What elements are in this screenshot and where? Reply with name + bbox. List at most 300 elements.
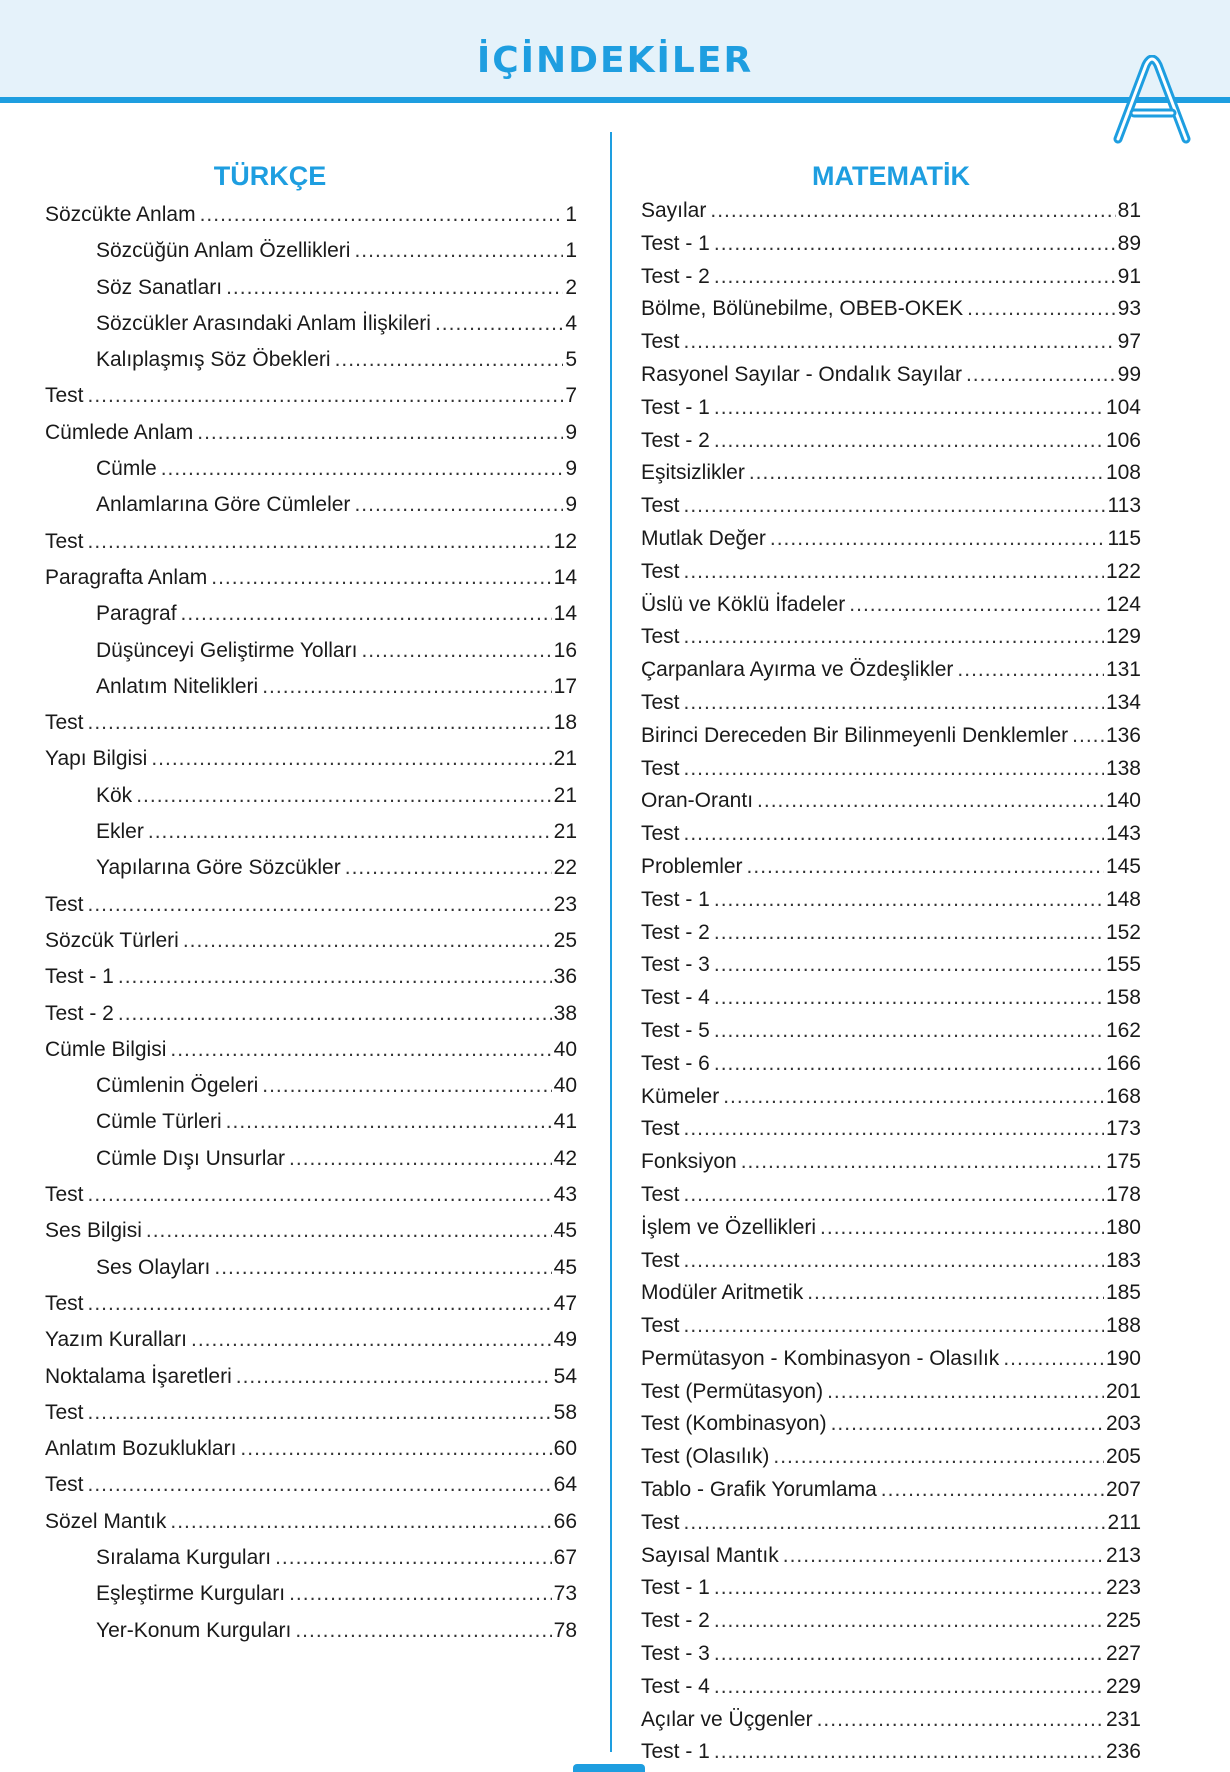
toc-entry[interactable] [641,196,1141,229]
toc-dot-leader [354,236,563,266]
toc-entry[interactable] [641,819,1141,852]
toc-entry[interactable] [641,1672,1141,1705]
toc-dot-leader [807,1278,1104,1308]
toc-entry[interactable] [641,1606,1141,1639]
toc-entry[interactable] [641,1049,1141,1082]
toc-entry-page: 188 [1105,1314,1141,1338]
toc-entry[interactable] [641,1278,1141,1311]
toc-entry[interactable] [45,1325,577,1361]
toc-entry-page: 47 [553,1291,577,1315]
toc-dot-leader [714,1573,1104,1603]
toc-entry-label: Modüler Aritmetik [641,1281,804,1305]
toc-entry-page: 178 [1105,1182,1141,1206]
toc-dot-leader [684,1508,1106,1538]
toc-entry[interactable] [641,721,1141,754]
toc-entry[interactable] [45,1253,577,1289]
toc-dot-leader [1003,1344,1104,1374]
toc-entry-page: 14 [553,602,577,626]
toc-entry-page: 231 [1105,1707,1141,1731]
toc-entry[interactable] [641,1213,1141,1246]
toc-entry-label: Çarpanlara Ayırma ve Özdeşlikler [641,658,954,682]
toc-dot-leader [226,273,563,303]
toc-entry-page: 207 [1105,1478,1141,1502]
toc-entry[interactable] [45,1398,577,1434]
toc-entry-page: 108 [1105,461,1141,485]
toc-entry-label: Test - 1 [641,887,710,911]
toc-dot-leader [170,1507,551,1537]
toc-entry[interactable] [641,1705,1141,1738]
toc-entry-label: Yapı Bilgisi [45,747,148,771]
toc-dot-leader [361,636,551,666]
toc-entry[interactable] [45,527,577,563]
toc-entry-label: İşlem ve Özellikleri [641,1215,817,1239]
toc-entry[interactable] [641,655,1141,688]
toc-entry-page: 67 [553,1545,577,1569]
toc-entry-page: 1 [565,239,577,263]
toc-entry-label: Test [641,330,680,354]
toc-entry-label: Açılar ve Üçgenler [641,1707,813,1731]
toc-dot-leader [684,491,1106,521]
toc-entry-label: Sözcükte Anlam [45,203,196,226]
toc-entry[interactable] [641,1016,1141,1049]
toc-entry-page: 38 [553,1001,577,1025]
toc-entry-page: 223 [1105,1576,1141,1600]
toc-entry[interactable] [45,744,577,780]
toc-entry-label: Test [641,1510,680,1534]
toc-entry[interactable] [641,1475,1141,1508]
toc-entry[interactable] [45,1362,577,1398]
toc-dot-leader [684,622,1104,652]
toc-entry-label: Test [45,711,84,735]
page-title: İÇİNDEKİLER [476,40,754,81]
toc-entry-label: Sözcükler Arasındaki Anlam İlişkileri [96,311,431,335]
toc-entry-page: 73 [553,1582,577,1606]
toc-entry[interactable] [641,393,1141,426]
toc-dot-leader [684,327,1116,357]
toc-entry-label: Test - 1 [45,965,114,989]
toc-entry-page: 158 [1105,986,1141,1010]
toc-entry-label: Problemler [641,854,743,878]
toc-entry-page: 148 [1105,887,1141,911]
toc-entry[interactable] [45,273,577,309]
toc-entry-page: 155 [1105,953,1141,977]
toc-entry[interactable] [45,1616,577,1652]
toc-entry-page: 36 [553,965,577,989]
toc-entry[interactable] [641,1377,1141,1410]
toc-dot-leader [295,1616,551,1646]
toc-entry[interactable] [641,1311,1141,1344]
toc-entry[interactable] [641,524,1141,557]
toc-dot-leader [1072,721,1104,751]
toc-entry-label: Test - 1 [641,1740,710,1764]
toc-entry-page: 227 [1105,1642,1141,1666]
letter-a-logo-icon [1108,55,1196,147]
toc-entry-page: 138 [1105,756,1141,780]
toc-entry[interactable] [45,853,577,889]
toc-dot-leader [684,1114,1104,1144]
toc-entry[interactable] [641,754,1141,787]
toc-entry[interactable] [45,672,577,708]
toc-entry-page: 175 [1105,1150,1141,1174]
toc-entry-page: 185 [1105,1281,1141,1305]
toc-dot-leader [88,708,552,738]
toc-entry-label: Sayısal Mantık [641,1543,779,1567]
toc-entry[interactable] [45,999,577,1035]
toc-entry-page: 45 [553,1255,577,1279]
toc-dot-leader [118,962,552,992]
toc-dot-leader [714,426,1104,456]
toc-entry-label: Ses Bilgisi [45,1219,142,1243]
turkce-section-title: TÜRKÇE [213,161,327,191]
toc-entry[interactable] [641,327,1141,360]
toc-entry-label: Yazım Kuralları [45,1328,187,1352]
toc-entry[interactable] [45,1071,577,1107]
toc-entry-page: 2 [565,275,577,299]
toc-entry[interactable] [641,1442,1141,1475]
toc-entry-page: 131 [1105,658,1141,682]
toc-entry-page: 115 [1107,526,1141,550]
toc-entry[interactable] [45,490,577,526]
toc-entry-label: Birinci Dereceden Bir Bilinmeyenli Denklemler [641,723,1069,747]
toc-entry-label: Test - 2 [641,1609,710,1633]
toc-entry[interactable] [641,491,1141,524]
toc-dot-leader [714,1639,1104,1669]
toc-entry-page: 14 [553,565,577,589]
toc-entry-page: 4 [565,311,577,335]
toc-dot-leader [714,950,1104,980]
toc-entry[interactable] [641,294,1141,327]
toc-entry-label: Test - 2 [641,920,710,944]
toc-entry-page: 213 [1105,1543,1141,1567]
toc-dot-leader [714,262,1116,292]
toc-dot-leader [354,490,563,520]
toc-entry[interactable] [45,962,577,998]
toc-dot-leader [262,1071,551,1101]
toc-dot-leader [710,196,1115,226]
toc-entry-page: 41 [553,1110,577,1134]
toc-dot-leader [148,817,552,847]
toc-entry[interactable] [45,1434,577,1470]
toc-entry-page: 203 [1105,1412,1141,1436]
toc-dot-leader [773,1442,1104,1472]
toc-dot-leader [770,524,1106,554]
toc-entry-page: 7 [565,384,577,408]
toc-entry[interactable] [45,1035,577,1071]
toc-entry-label: Paragraf [96,602,177,626]
toc-dot-leader [749,458,1104,488]
toc-entry-label: Noktalama İşaretleri [45,1364,232,1388]
toc-entry-page: 162 [1105,1018,1141,1042]
toc-entry-page: 9 [565,457,577,481]
toc-entry[interactable] [641,786,1141,819]
toc-entry-page: 89 [1117,231,1141,255]
toc-entry[interactable] [641,1541,1141,1574]
toc-entry[interactable] [45,1216,577,1252]
toc-entry[interactable] [45,236,577,272]
toc-entry-page: 16 [553,638,577,662]
toc-entry-page: 143 [1105,822,1141,846]
toc-entry-page: 201 [1105,1379,1141,1403]
toc-dot-leader [881,1475,1104,1505]
toc-dot-leader [151,744,551,774]
toc-entry[interactable] [641,229,1141,262]
toc-entry-label: Anlatım Nitelikleri [96,674,259,698]
toc-entry[interactable] [45,1507,577,1543]
toc-entry[interactable] [45,563,577,599]
toc-dot-leader [714,393,1104,423]
toc-entry-page: 190 [1105,1346,1141,1370]
toc-dot-leader [200,200,564,230]
toc-dot-leader [684,1311,1104,1341]
toc-entry-page: 168 [1105,1084,1141,1108]
toc-entry[interactable] [45,890,577,926]
toc-entry[interactable] [45,781,577,817]
toc-entry[interactable] [45,454,577,490]
toc-entry[interactable] [641,360,1141,393]
toc-entry-page: 78 [553,1618,577,1642]
toc-entry-page: 58 [553,1400,577,1424]
toc-entry[interactable] [641,983,1141,1016]
toc-entry-page: 1 [565,203,577,226]
toc-entry[interactable] [45,1144,577,1180]
toc-entry-label: Test - 3 [641,953,710,977]
toc-entry-label: Cümlede Anlam [45,420,194,444]
toc-dot-leader [684,1246,1104,1276]
toc-entry-label: Sayılar [641,199,707,222]
toc-entry-label: Test [45,384,84,408]
toc-entry-page: 166 [1105,1051,1141,1075]
toc-dot-leader [747,852,1104,882]
toc-entry-label: Test [641,625,680,649]
toc-entry[interactable] [641,458,1141,491]
toc-dot-leader [170,1035,551,1065]
toc-dot-leader [714,1606,1104,1636]
toc-dot-leader [757,786,1104,816]
toc-entry-label: Test [641,1248,680,1272]
toc-entry[interactable] [45,418,577,454]
toc-dot-leader [88,1470,552,1500]
toc-dot-leader [714,1737,1104,1767]
toc-entry-label: Paragrafta Anlam [45,565,208,589]
toc-entry-label: Test - 1 [641,395,710,419]
toc-dot-leader [957,655,1104,685]
toc-entry[interactable] [641,1147,1141,1180]
toc-entry[interactable] [45,1579,577,1615]
toc-dot-leader [714,1016,1104,1046]
toc-dot-leader [191,1325,552,1355]
toc-entry-label: Test [641,1314,680,1338]
toc-entry-page: 21 [553,783,577,807]
toc-dot-leader [226,1107,552,1137]
toc-entry[interactable] [45,345,577,381]
toc-entry-label: Anlatım Bozuklukları [45,1437,237,1461]
toc-entry-page: 183 [1105,1248,1141,1272]
toc-dot-leader [275,1543,552,1573]
toc-entry[interactable] [45,817,577,853]
toc-entry-label: Üslü ve Köklü İfadeler [641,592,846,616]
toc-entry-page: 5 [565,348,577,372]
toc-entry-label: Test [641,494,680,518]
toc-entry-page: 81 [1117,199,1141,222]
toc-entry-label: Sözel Mantık [45,1509,167,1533]
toc-entry-page: 40 [553,1074,577,1098]
turkce-toc-list [45,200,577,1652]
toc-entry-page: 134 [1105,690,1141,714]
toc-entry-label: Test (Permütasyon) [641,1379,824,1403]
toc-entry-page: 97 [1117,330,1141,354]
toc-entry-label: Cümle [96,457,157,481]
toc-entry[interactable] [641,1639,1141,1672]
toc-entry-label: Permütasyon - Kombinasyon - Olasılık [641,1346,1000,1370]
toc-entry[interactable] [45,309,577,345]
toc-entry-page: 225 [1105,1609,1141,1633]
toc-entry-label: Ekler [96,820,144,844]
toc-entry-label: Eşitsizlikler [641,461,745,485]
toc-dot-leader [88,1289,552,1319]
toc-entry-page: 152 [1105,920,1141,944]
toc-entry-page: 122 [1105,559,1141,583]
toc-entry[interactable] [641,950,1141,983]
toc-entry[interactable] [641,1344,1141,1377]
toc-entry-label: Test [641,756,680,780]
toc-entry-page: 18 [553,711,577,735]
toc-entry[interactable] [45,381,577,417]
turkce-column [45,160,577,1652]
toc-entry[interactable] [641,1082,1141,1115]
toc-entry[interactable] [641,1180,1141,1213]
toc-entry-label: Eşleştirme Kurguları [96,1582,286,1606]
toc-entry-label: Cümlenin Ögeleri [96,1074,259,1098]
toc-dot-leader [817,1705,1104,1735]
toc-dot-leader [289,1579,552,1609]
toc-dot-leader [714,983,1104,1013]
toc-entry-label: Oran-Orantı [641,789,754,813]
toc-entry-page: 145 [1105,854,1141,878]
toc-entry-label: Düşünceyi Geliştirme Yolları [96,638,358,662]
toc-entry-label: Test (Kombinasyon) [641,1412,827,1436]
toc-dot-leader [183,926,552,956]
toc-dot-leader [88,890,552,920]
toc-dot-leader [684,557,1104,587]
toc-entry[interactable] [641,918,1141,951]
toc-entry-page: 99 [1117,362,1141,386]
toc-dot-leader [181,599,552,629]
toc-dot-leader [236,1362,552,1392]
toc-entry-page: 9 [565,420,577,444]
toc-entry[interactable] [45,1470,577,1506]
toc-entry-label: Sözcük Türleri [45,928,179,952]
toc-entry-page: 40 [553,1037,577,1061]
toc-entry-label: Test [45,1400,84,1424]
toc-entry[interactable] [45,708,577,744]
toc-entry[interactable] [45,1543,577,1579]
toc-entry-label: Yapılarına Göre Sözcükler [96,856,341,880]
toc-entry[interactable] [641,557,1141,590]
toc-entry-label: Test - 1 [641,231,710,255]
toc-entry[interactable] [45,636,577,672]
toc-entry-page: 23 [553,892,577,916]
toc-entry[interactable] [641,688,1141,721]
toc-entry-page: 104 [1105,395,1141,419]
matematik-toc-list [641,196,1141,1770]
toc-entry[interactable] [45,200,577,236]
toc-entry-label: Fonksiyon [641,1150,737,1174]
toc-dot-leader [118,999,552,1029]
toc-entry[interactable] [641,590,1141,623]
matematik-column [641,160,1141,1770]
toc-entry-label: Test - 3 [641,1642,710,1666]
toc-entry-label: Test - 4 [641,1674,710,1698]
toc-entry[interactable] [641,622,1141,655]
toc-entry-page: 60 [553,1437,577,1461]
toc-entry[interactable] [45,1289,577,1325]
toc-dot-leader [88,1180,552,1210]
toc-entry[interactable] [641,262,1141,295]
toc-entry-page: 45 [553,1219,577,1243]
toc-dot-leader [684,1180,1104,1210]
toc-entry-label: Test [45,1291,84,1315]
toc-entry-page: 17 [553,674,577,698]
toc-entry-label: Test [641,1182,680,1206]
toc-entry-label: Test - 5 [641,1018,710,1042]
toc-entry-page: 124 [1105,592,1141,616]
toc-entry-label: Anlamlarına Göre Cümleler [96,493,351,517]
toc-entry[interactable] [641,1114,1141,1147]
toc-dot-leader [214,1253,551,1283]
toc-dot-leader [741,1147,1104,1177]
toc-entry-label: Ses Olayları [96,1255,211,1279]
toc-entry-label: Cümle Bilgisi [45,1037,167,1061]
toc-dot-leader [345,853,552,883]
toc-dot-leader [197,418,563,448]
toc-entry[interactable] [641,1508,1141,1541]
toc-entry-page: 21 [553,747,577,771]
toc-entry[interactable] [641,852,1141,885]
toc-dot-leader [966,360,1116,390]
toc-entry-label: Test [641,559,680,583]
toc-dot-leader [161,454,564,484]
toc-entry[interactable] [45,1107,577,1143]
toc-entry-label: Kök [96,783,133,807]
toc-entry[interactable] [45,1180,577,1216]
toc-dot-leader [211,563,551,593]
toc-entry-page: 180 [1105,1215,1141,1239]
toc-entry[interactable] [641,1737,1141,1770]
toc-entry[interactable] [45,926,577,962]
toc-entry-page: 91 [1117,264,1141,288]
toc-entry-label: Sıralama Kurguları [96,1545,272,1569]
toc-dot-leader [714,1672,1104,1702]
toc-entry-page: 49 [553,1328,577,1352]
toc-entry-page: 22 [553,856,577,880]
toc-entry[interactable] [641,1246,1141,1279]
toc-entry-page: 9 [565,493,577,517]
toc-entry[interactable] [641,885,1141,918]
toc-entry-label: Test [641,1117,680,1141]
toc-entry[interactable] [641,1409,1141,1442]
toc-entry[interactable] [45,599,577,635]
toc-entry-label: Test [641,822,680,846]
toc-entry[interactable] [641,426,1141,459]
toc-entry-label: Test (Olasılık) [641,1445,770,1469]
toc-dot-leader [783,1541,1104,1571]
matematik-section-title: MATEMATİK [812,161,970,191]
toc-dot-leader [684,688,1104,718]
toc-entry[interactable] [641,1573,1141,1606]
toc-entry-page: 106 [1105,428,1141,452]
toc-entry-label: Test [45,1473,84,1497]
toc-entry-page: 205 [1105,1445,1141,1469]
